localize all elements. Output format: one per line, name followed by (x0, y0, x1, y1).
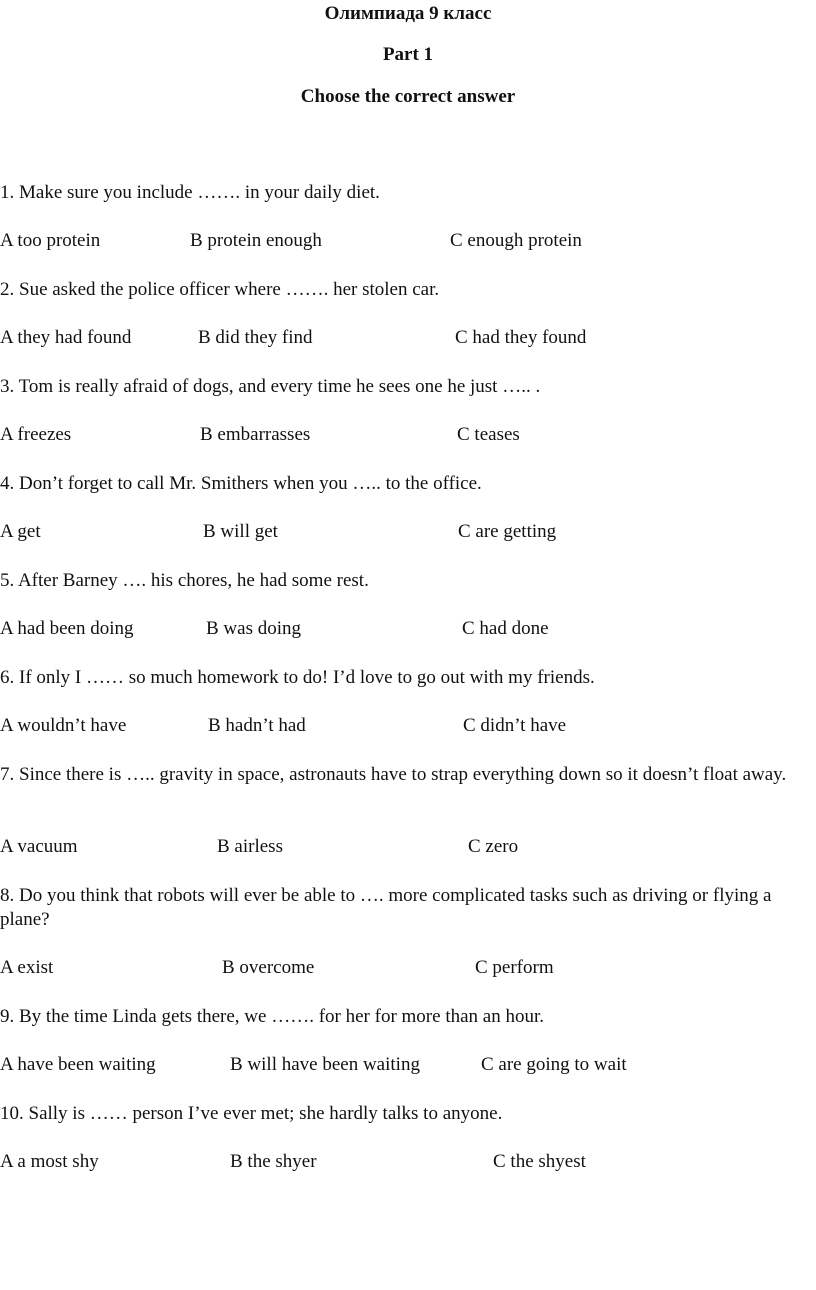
question-8: 8. Do you think that robots will ever be able to …. more complicated tasks such as driving or flying a plane? (0, 885, 772, 930)
q1-option-a: A too protein (0, 230, 101, 251)
q3-option-b: B embarrasses (200, 424, 311, 445)
q9-option-b: B will have been waiting (230, 1054, 420, 1075)
q6-option-b: B hadn’t had (208, 715, 306, 736)
q6-option-a: A wouldn’t have (0, 715, 127, 736)
q4-option-b: B will get (203, 521, 278, 542)
question-3: 3. Tom is really afraid of dogs, and every time he sees one he just ….. . (0, 376, 541, 397)
q4-option-a: A get (0, 521, 41, 542)
q8-option-c: C perform (475, 957, 554, 978)
q7-option-b: B airless (217, 836, 283, 857)
q5-option-a: A had been doing (0, 618, 134, 639)
q5-option-c: C had done (462, 618, 549, 639)
q7-option-a: A vacuum (0, 836, 78, 857)
question-4: 4. Don’t forget to call Mr. Smithers when you ….. to the office. (0, 473, 482, 494)
q10-option-a: A a most shy (0, 1151, 99, 1172)
q9-option-c: C are going to wait (481, 1054, 627, 1075)
q10-option-c: C the shyest (493, 1151, 586, 1172)
question-9: 9. By the time Linda gets there, we ……. for her for more than an hour. (0, 1006, 544, 1027)
q3-option-a: A freezes (0, 424, 72, 445)
question-6: 6. If only I …… so much homework to do! I’d love to go out with my friends. (0, 667, 595, 688)
q5-option-b: B was doing (206, 618, 301, 639)
q9-option-a: A have been waiting (0, 1054, 156, 1075)
question-1: 1. Make sure you include ……. in your daily diet. (0, 182, 380, 203)
instruction-heading: Choose the correct answer (300, 86, 516, 107)
q6-option-c: C didn’t have (463, 715, 567, 736)
q1-option-c: C enough protein (450, 230, 582, 251)
page-title: Олимпиада 9 класс (324, 3, 492, 24)
q2-option-c: C had they found (455, 327, 587, 348)
question-10: 10. Sally is …… person I’ve ever met; she hardly talks to anyone. (0, 1103, 503, 1124)
part-heading: Part 1 (382, 44, 434, 65)
question-7: 7. Since there is ….. gravity in space, astronauts have to strap everything down so it doesn’t float away. (0, 764, 787, 785)
q4-option-c: C are getting (458, 521, 557, 542)
q1-option-b: B protein enough (190, 230, 322, 251)
q2-option-a: A they had found (0, 327, 132, 348)
q8-option-a: A exist (0, 957, 54, 978)
q10-option-b: B the shyer (230, 1151, 317, 1172)
q8-option-b: B overcome (222, 957, 315, 978)
q7-option-c: C zero (468, 836, 519, 857)
q2-option-b: B did they find (198, 327, 313, 348)
question-2: 2. Sue asked the police officer where ……. her stolen car. (0, 279, 440, 300)
q3-option-c: C teases (457, 424, 520, 445)
question-5: 5. After Barney …. his chores, he had some rest. (0, 570, 369, 591)
